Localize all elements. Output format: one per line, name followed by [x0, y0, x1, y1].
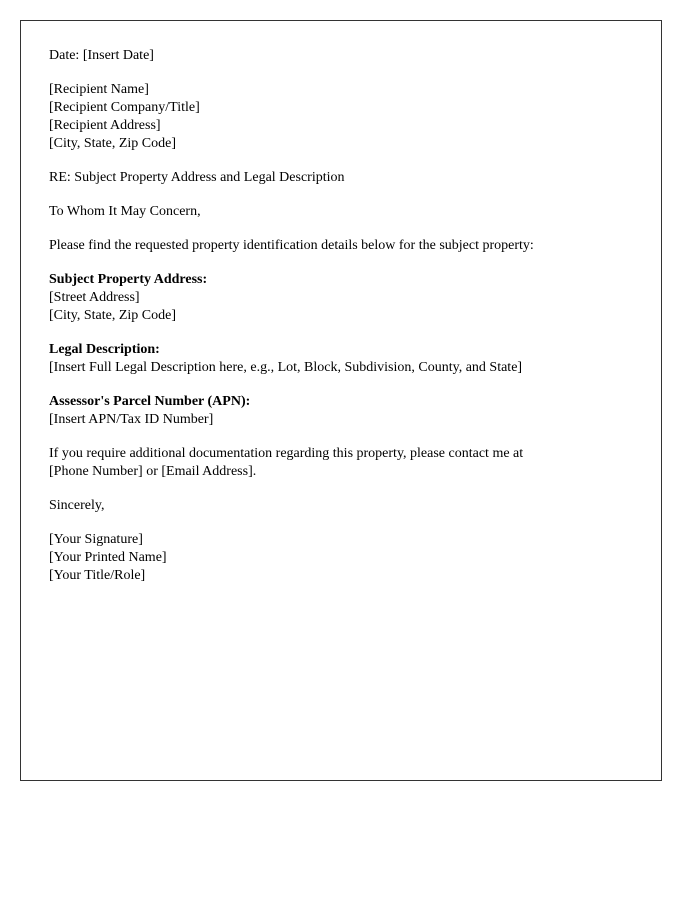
- salutation-paragraph: [49, 203, 633, 221]
- subject-paragraph: [49, 169, 633, 187]
- signature-line: [Your Signature]: [49, 532, 143, 547]
- date-line: Date: [Insert Date]: [49, 48, 154, 63]
- contact-line-2: [Phone Number] or [Email Address].: [49, 464, 257, 479]
- signoff-line: Sincerely,: [49, 498, 105, 513]
- signature-block: [49, 531, 633, 585]
- subject-line: RE: Subject Property Address and Legal Description: [49, 170, 345, 185]
- property-address-section: [49, 271, 633, 325]
- legal-description-heading: Legal Description:: [49, 342, 160, 357]
- intro-paragraph: [49, 237, 633, 255]
- printed-name-line: [Your Printed Name]: [49, 550, 167, 565]
- city-state-zip-line: [City, State, Zip Code]: [49, 308, 177, 323]
- legal-description-section: [49, 341, 633, 377]
- recipient-block: [49, 81, 633, 153]
- title-role-line: [Your Title/Role]: [49, 568, 146, 583]
- intro-line: Please find the requested property identification details below for the subject property:: [49, 238, 534, 253]
- apn-section: [49, 393, 633, 429]
- contact-line-1: If you require additional documentation regarding this property, please contact me at: [49, 446, 524, 461]
- contact-paragraph: [49, 445, 633, 481]
- recipient-company-line: [Recipient Company/Title]: [49, 100, 200, 115]
- recipient-name-line: [Recipient Name]: [49, 82, 149, 97]
- salutation-line: To Whom It May Concern,: [49, 204, 201, 219]
- letter-document: [20, 20, 662, 781]
- signoff-paragraph: [49, 497, 633, 515]
- property-address-heading: Subject Property Address:: [49, 272, 208, 287]
- street-address-line: [Street Address]: [49, 290, 140, 305]
- recipient-city-line: [City, State, Zip Code]: [49, 136, 177, 151]
- legal-description-line: [Insert Full Legal Description here, e.g., Lot, Block, Subdivision, County, and State]: [49, 360, 523, 375]
- date-paragraph: [49, 47, 633, 65]
- apn-heading: Assessor's Parcel Number (APN):: [49, 394, 251, 409]
- recipient-address-line: [Recipient Address]: [49, 118, 161, 133]
- apn-number-line: [Insert APN/Tax ID Number]: [49, 412, 214, 427]
